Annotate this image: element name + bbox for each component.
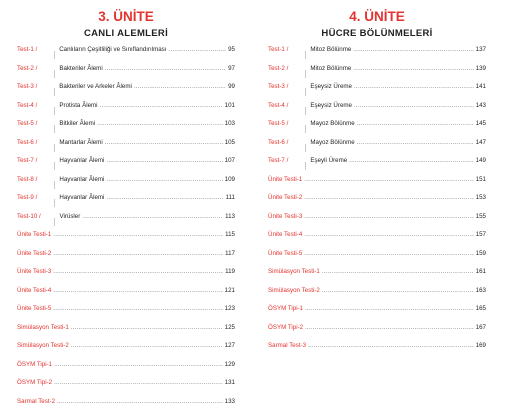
toc-entry-code: Ünite Testi-4 xyxy=(17,287,51,294)
toc-entry[interactable] xyxy=(268,213,486,232)
toc-entry[interactable] xyxy=(268,268,486,287)
toc-entry-leader xyxy=(304,250,473,257)
toc-entry-title: Mayoz Bölünme xyxy=(310,120,354,127)
toc-entry[interactable] xyxy=(17,361,235,380)
toc-entry-code: Test-5 / xyxy=(268,120,305,127)
toc-entry-code: Ünite Testi-5 xyxy=(268,250,302,257)
toc-entry-title: Mayoz Bölünme xyxy=(310,139,354,146)
toc-entry-code: ÖSYM Tipi-2 xyxy=(17,379,52,386)
toc-entry-leader xyxy=(353,65,473,72)
toc-entry[interactable] xyxy=(268,194,486,213)
toc-entry-leader xyxy=(357,120,474,127)
toc-entry-leader xyxy=(97,120,223,127)
toc-entry[interactable] xyxy=(17,102,235,121)
toc-entry[interactable] xyxy=(17,65,235,84)
toc-entry-page: 149 xyxy=(476,157,486,164)
toc-entry-page: 151 xyxy=(476,176,486,183)
toc-entry[interactable] xyxy=(268,342,486,361)
toc-entry-leader xyxy=(168,46,226,53)
toc-entry-code: Test-4 / xyxy=(17,102,54,109)
toc-entry-leader xyxy=(354,102,474,109)
toc-entry-code: Simülasyon Testi-1 xyxy=(268,268,320,275)
toc-entry-leader xyxy=(353,46,473,53)
toc-entry-code: Simülasyon Testi-2 xyxy=(17,342,69,349)
unit-4-subtitle: HÜCRE BÖLÜNMELERİ xyxy=(268,28,486,40)
toc-entry-leader xyxy=(105,65,226,72)
toc-entry-code: Ünite Testi-5 xyxy=(17,305,51,312)
toc-entry-code: Test-7 / xyxy=(268,157,305,164)
toc-entry[interactable] xyxy=(268,324,486,343)
toc-entry-leader xyxy=(53,268,223,275)
toc-entry[interactable] xyxy=(17,379,235,398)
toc-entry-title: Bitkiler Âlemi xyxy=(59,120,95,127)
toc-entry-code: Test-2 / xyxy=(17,65,54,72)
toc-entry-page: 141 xyxy=(476,83,486,90)
toc-entry[interactable] xyxy=(17,342,235,361)
toc-entry-leader xyxy=(54,361,223,368)
toc-entry-title: Hayvanlar Âlemi xyxy=(59,176,104,183)
toc-entry-code: Test-7 / xyxy=(17,157,54,164)
toc-entry-code: Ünite Testi-2 xyxy=(17,250,51,257)
toc-entry[interactable] xyxy=(17,287,235,306)
toc-entry-code: Ünite Testi-1 xyxy=(17,231,51,238)
toc-entry-leader xyxy=(57,398,223,405)
toc-entry-code: Test-1 / xyxy=(17,46,54,53)
toc-entry-leader xyxy=(322,287,474,294)
toc-entry[interactable] xyxy=(17,324,235,343)
toc-entry-page: 131 xyxy=(225,379,235,386)
toc-entry-code: Test-3 / xyxy=(268,83,305,90)
toc-entry-leader xyxy=(354,83,474,90)
toc-entry-code: Test-9 / xyxy=(17,194,54,201)
toc-entry-page: 107 xyxy=(225,157,235,164)
toc-entry-code: Test-8 / xyxy=(17,176,54,183)
toc-entry-leader xyxy=(308,342,474,349)
toc-entry-page: 115 xyxy=(225,231,235,238)
toc-entry-leader xyxy=(322,268,474,275)
toc-entry-page: 125 xyxy=(225,324,235,331)
toc-entry-page: 113 xyxy=(225,213,235,220)
unit-3-toc-list xyxy=(17,46,235,416)
toc-entry[interactable] xyxy=(268,305,486,324)
toc-entry[interactable] xyxy=(268,176,486,195)
toc-entry-page: 121 xyxy=(225,287,235,294)
toc-entry-leader xyxy=(82,213,223,220)
toc-entry-page: 109 xyxy=(225,176,235,183)
toc-entry-page: 95 xyxy=(228,46,235,53)
toc-entry-page: 163 xyxy=(476,287,486,294)
toc-entry[interactable] xyxy=(268,65,486,84)
toc-entry-leader xyxy=(53,231,223,238)
toc-entry[interactable] xyxy=(268,250,486,269)
toc-entry-leader xyxy=(53,287,222,294)
toc-entry-code: Test-6 / xyxy=(17,139,54,146)
toc-entry-page: 157 xyxy=(476,231,486,238)
toc-entry-title: Protista Âlemi xyxy=(59,102,97,109)
toc-entry[interactable] xyxy=(268,157,486,176)
toc-entry-code: Sarmal Test-2 xyxy=(17,398,55,405)
toc-entry-page: 145 xyxy=(476,120,486,127)
toc-entry[interactable] xyxy=(17,231,235,250)
toc-entry-title: Hayvanlar Âlemi xyxy=(59,194,104,201)
toc-entry-page: 155 xyxy=(476,213,486,220)
toc-entry-page: 153 xyxy=(476,194,486,201)
toc-entry-page: 167 xyxy=(476,324,486,331)
toc-entry-title: Mitoz Bölünme xyxy=(310,46,351,53)
toc-entry-page: 103 xyxy=(225,120,235,127)
toc-entry-page: 117 xyxy=(225,250,235,257)
toc-entry[interactable] xyxy=(17,46,235,65)
toc-entry-page: 143 xyxy=(476,102,486,109)
toc-entry-code: ÖSYM Tipi-1 xyxy=(268,305,303,312)
toc-entry-page: 147 xyxy=(476,139,486,146)
toc-entry-title: Canlıların Çeşitliliği ve Sınıflandırılması xyxy=(59,46,166,53)
toc-entry-leader xyxy=(71,324,223,331)
toc-entry-page: 169 xyxy=(476,342,486,349)
toc-entry-code: ÖSYM Tipi-2 xyxy=(268,324,303,331)
toc-entry-title: Eşeysiz Üreme xyxy=(310,102,352,109)
toc-entry-page: 101 xyxy=(225,102,235,109)
toc-entry-page: 133 xyxy=(225,398,235,405)
toc-entry-leader xyxy=(53,305,222,312)
toc-entry[interactable] xyxy=(268,120,486,139)
toc-entry-leader xyxy=(304,176,473,183)
toc-entry-title: Eşeysiz Üreme xyxy=(310,83,352,90)
toc-entry-leader xyxy=(106,176,222,183)
toc-entry-title: Hayvanlar Âlemi xyxy=(59,157,104,164)
toc-entry-title: Mitoz Bölünme xyxy=(310,65,351,72)
toc-entry[interactable] xyxy=(268,231,486,250)
toc-entry-leader xyxy=(106,157,222,164)
toc-entry[interactable] xyxy=(17,139,235,158)
toc-entry-page: 99 xyxy=(228,83,235,90)
toc-entry[interactable] xyxy=(268,139,486,158)
toc-entry[interactable] xyxy=(17,176,235,195)
toc-entry[interactable] xyxy=(17,83,235,102)
toc-entry-page: 137 xyxy=(476,46,486,53)
unit-3-column xyxy=(17,0,235,40)
toc-entry-code: Test-4 / xyxy=(268,102,305,109)
toc-entry-page: 111 xyxy=(226,194,235,201)
toc-entry[interactable] xyxy=(17,194,235,213)
toc-entry-title: Eşeyli Üreme xyxy=(310,157,347,164)
toc-entry-page: 129 xyxy=(225,361,235,368)
toc-entry-leader xyxy=(305,305,474,312)
toc-entry-code: Test-5 / xyxy=(17,120,54,127)
toc-entry-code: Ünite Testi-3 xyxy=(268,213,302,220)
toc-entry-leader xyxy=(134,83,226,90)
toc-entry-title: Mantarlar Âlemi xyxy=(59,139,102,146)
toc-entry-page: 127 xyxy=(225,342,235,349)
toc-entry-title: Bakteriler ve Arkeler Âlemi xyxy=(59,83,132,90)
toc-entry[interactable] xyxy=(268,287,486,306)
toc-entry-leader xyxy=(304,194,473,201)
toc-entry-leader xyxy=(100,102,223,109)
unit-4-toc-list xyxy=(268,46,486,361)
toc-entry-leader xyxy=(54,379,223,386)
toc-entry-code: Test-1 / xyxy=(268,46,305,53)
toc-entry-code: Test-6 / xyxy=(268,139,305,146)
toc-entry[interactable] xyxy=(268,83,486,102)
toc-entry[interactable] xyxy=(17,268,235,287)
toc-entry-code: Ünite Testi-1 xyxy=(268,176,302,183)
toc-entry[interactable] xyxy=(17,305,235,324)
toc-entry-code: Simülasyon Testi-1 xyxy=(17,324,69,331)
toc-entry-leader xyxy=(305,324,474,331)
toc-entry-page: 123 xyxy=(225,305,235,312)
toc-entry-leader xyxy=(71,342,223,349)
toc-entry-code: Test-10 / xyxy=(17,213,54,220)
toc-entry-leader xyxy=(349,157,473,164)
toc-entry-code: ÖSYM Tipi-1 xyxy=(17,361,52,368)
toc-entry[interactable] xyxy=(17,250,235,269)
unit-3-subtitle: CANLI ALEMLERİ xyxy=(17,28,235,40)
toc-entry-page: 119 xyxy=(225,268,235,275)
toc-entry-code: Sarmal Test-3 xyxy=(268,342,306,349)
toc-entry-page: 161 xyxy=(476,268,486,275)
toc-entry[interactable] xyxy=(17,213,235,232)
toc-entry-code: Ünite Testi-2 xyxy=(268,194,302,201)
toc-entry[interactable] xyxy=(17,398,235,416)
toc-entry-code: Test-2 / xyxy=(268,65,305,72)
toc-entry-title: Virüsler xyxy=(59,213,80,220)
toc-entry-leader xyxy=(304,231,473,238)
toc-entry-title: Bakteriler Âlemi xyxy=(59,65,102,72)
toc-entry[interactable] xyxy=(17,157,235,176)
toc-entry-page: 105 xyxy=(225,139,235,146)
toc-entry-code: Test-3 / xyxy=(17,83,54,90)
toc-entry-leader xyxy=(357,139,474,146)
toc-entry-page: 139 xyxy=(476,65,486,72)
toc-entry-leader xyxy=(105,139,223,146)
unit-3-title: 3. ÜNİTE xyxy=(17,9,235,25)
toc-entry-leader xyxy=(53,250,223,257)
toc-entry-code: Ünite Testi-3 xyxy=(17,268,51,275)
toc-entry[interactable] xyxy=(268,102,486,121)
unit-4-column xyxy=(268,0,486,40)
toc-entry-code: Ünite Testi-4 xyxy=(268,231,302,238)
toc-entry[interactable] xyxy=(268,46,486,65)
toc-entry-leader xyxy=(304,213,473,220)
toc-entry-code: Simülasyon Testi-2 xyxy=(268,287,320,294)
toc-entry-page: 165 xyxy=(476,305,486,312)
toc-entry-page: 159 xyxy=(476,250,486,257)
toc-entry-page: 97 xyxy=(228,65,235,72)
toc-entry-leader xyxy=(106,194,223,201)
unit-4-title: 4. ÜNİTE xyxy=(268,9,486,25)
toc-entry[interactable] xyxy=(17,120,235,139)
